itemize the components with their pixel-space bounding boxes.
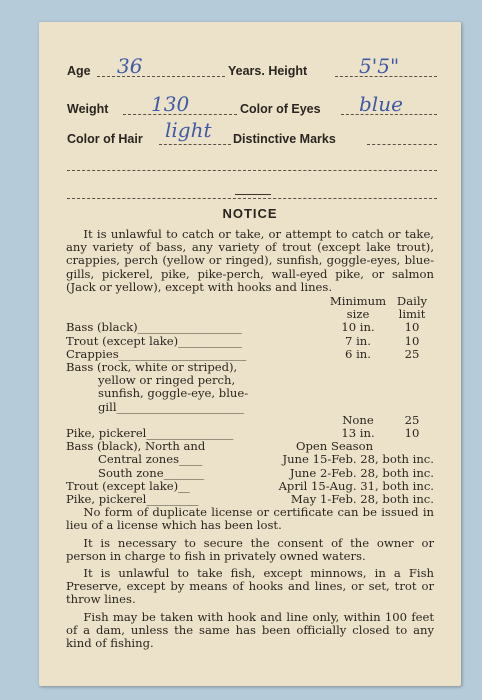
fish-limit: 10 (404, 320, 420, 335)
hair-value: light (165, 118, 212, 142)
daily-limit-header (390, 295, 434, 321)
season-name: Central zones____ (98, 453, 203, 467)
fish-limit: 10 (404, 426, 420, 441)
years-height-label: Years. Height (228, 64, 308, 78)
marks-line (367, 144, 437, 145)
blank-line-1 (67, 170, 437, 171)
limit-header-label: limit (398, 307, 426, 322)
fish-name: Trout (except lake)___________ (66, 334, 242, 348)
fish-size (326, 401, 390, 414)
season-value: June 2-Feb. 28, both inc. (289, 465, 434, 480)
hair-label: Color of Hair (67, 132, 143, 146)
table-row (66, 401, 434, 414)
license-card (39, 22, 461, 686)
bass-rock-line-3: sunfish, goggle-eye, blue- (98, 386, 249, 401)
age-label: Age (67, 64, 91, 78)
weight-eyes-row (67, 94, 437, 118)
season-row (66, 467, 434, 480)
weight-value: 130 (151, 92, 190, 116)
table-row (66, 321, 434, 334)
fish-preserve-paragraph: It is unlawful to take fish, except minnows, in a Fish Preserve, except by means of hooks and lines, or set, trot or throw lines. (66, 566, 434, 607)
age-value: 36 (117, 54, 143, 78)
bass-rock-line-4: gill______________________ (98, 400, 245, 414)
weight-label: Weight (67, 102, 109, 116)
limits-header (66, 295, 434, 321)
consent-paragraph: It is necessary to secure the consent of the owner or person in charge to fish in privately owned waters. (66, 535, 434, 563)
fish-limit: 25 (404, 346, 420, 361)
eyes-value: blue (359, 92, 403, 116)
table-row (66, 414, 434, 427)
open-season-header: Open Season (296, 439, 374, 454)
minimum-header-label: Minimum (329, 294, 387, 309)
fish-size: 13 in. (341, 426, 375, 441)
bass-rock-line-2: yellow or ringed perch, (98, 373, 236, 388)
table-row (66, 335, 434, 348)
dam-paragraph: Fish may be taken with hook and line only, within 100 feet of a dam, unless the same has been officially closed to any kind of fishing. (66, 609, 434, 651)
fish-name (66, 414, 326, 427)
minimum-size-header (326, 295, 390, 321)
divider-rule (235, 194, 271, 195)
height-value: 5'5" (359, 54, 400, 78)
fish-size: 10 in. (341, 320, 375, 335)
season-name: Pike, pickerel_________ (66, 493, 199, 507)
fish-limit: 10 (404, 333, 420, 348)
size-header-label: size (346, 307, 370, 322)
fish-limit (390, 401, 434, 414)
age-height-row (67, 56, 437, 80)
hair-line (159, 144, 231, 145)
intro-paragraph: It is unlawful to catch or take, or attempt to catch or take, any variety of bass, any variety of trout (except lake trout), crappies, perch (yellow or ringed), sunfish, goggle-eyes, blue-gills, pickerel, pike, pike-perch, wall-eyed pike, or salmon (Jack or yellow), except with hooks and lines. (66, 227, 434, 294)
season-value: April 15-Aug. 31, both inc. (278, 478, 434, 493)
fish-size: 6 in. (345, 346, 371, 361)
fish-name: Pike, pickerel_______________ (66, 427, 234, 441)
season-name: South zone_______ (98, 466, 205, 480)
notice-title: NOTICE (222, 206, 278, 221)
season-value: May 1-Feb. 28, both inc. (290, 492, 434, 507)
season-value: June 15-Feb. 28, both inc. (282, 452, 434, 467)
hair-marks-row (67, 118, 437, 148)
duplicate-license-paragraph: No form of duplicate license or certificate can be issued in lieu of a license which has been lost. (66, 505, 434, 533)
fish-size: 7 in. (345, 333, 371, 348)
daily-header-label: Daily (396, 294, 428, 309)
notice-body (66, 228, 434, 650)
fish-name: Bass (black)__________________ (66, 321, 242, 335)
bass-rock-line-1: Bass (rock, white or striped), (66, 360, 238, 375)
table-row (66, 427, 434, 440)
fish-size: None (342, 412, 374, 427)
fish-limit: 25 (404, 412, 420, 427)
fish-name: Crappies______________________ (66, 347, 247, 361)
eyes-label: Color of Eyes (240, 102, 321, 116)
season-name: Trout (except lake)__ (66, 479, 190, 493)
blank-line-2 (67, 198, 437, 199)
season-row (66, 453, 434, 466)
season-bass-label: Bass (black), North and (66, 440, 206, 454)
marks-label: Distinctive Marks (233, 132, 336, 146)
